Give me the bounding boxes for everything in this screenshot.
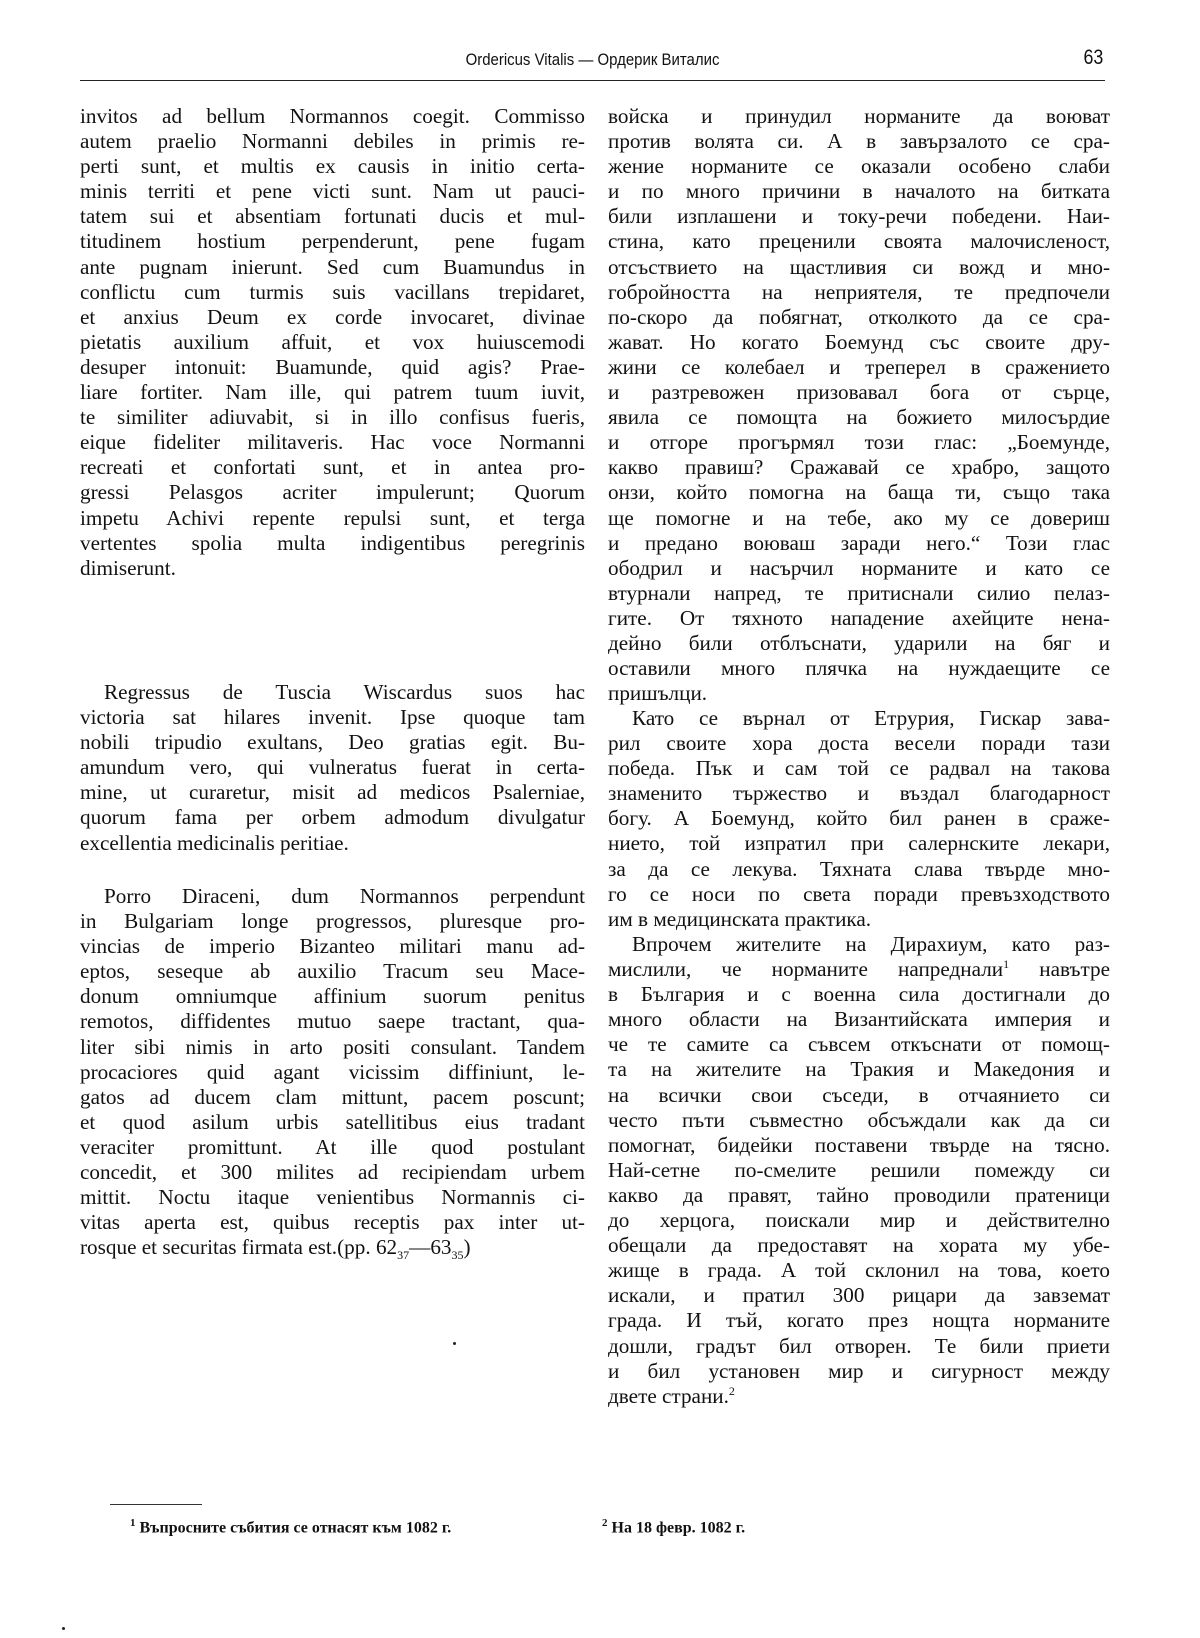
text-line: знаменито тържество и въздал благодарност: [608, 781, 1110, 806]
bulgarian-paragraph-3: [608, 932, 1110, 1409]
text-line: Като се върнал от Етрурия, Гискар зава-: [632, 706, 1110, 730]
text-line: Regressus de Tuscia Wiscardus suos hac: [104, 680, 585, 704]
text-line: in Bulgariam longe progressos, pluresque pro-: [80, 909, 585, 934]
text-line: гобройността на неприятеля, те предпочели: [608, 279, 1110, 304]
text-line: войска и принудил норманите да воюват: [608, 104, 1110, 128]
text-line: remotos, diffidentes mutuo saepe tractant, qua-: [80, 1009, 585, 1034]
text-line: tatem sui et absentiam fortunati ducis et mul-: [80, 204, 585, 229]
footnote-marker: 1: [130, 1517, 136, 1529]
text-line: и бил установен мир и сигурност между: [608, 1358, 1110, 1383]
text-line: оставили много плячка на нуждаещите се: [608, 656, 1110, 681]
text-line: gatos ad ducem clam mittunt, pacem poscunt;: [80, 1084, 585, 1109]
text-line: procaciores quid agant vicissim diffiniunt, le-: [80, 1059, 585, 1084]
text-line: veraciter promittunt. At ille quod postulant: [80, 1134, 585, 1159]
text-line: втурнали напред, те притиснали силио пелаз-: [608, 580, 1110, 605]
footnote-ref-1[interactable]: 1: [1003, 957, 1010, 972]
text-line: conflictu cum turmis suis vacillans trepidaret,: [80, 279, 585, 304]
text-line: и отгоре прогърмял този глас: „Боемунде,: [608, 430, 1110, 455]
text-line: perti sunt, et multis ex causis in initio certa-: [80, 154, 585, 179]
text-line: та на жителите на Тракия и Македония и: [608, 1057, 1110, 1082]
text-line: titudinem hostium perpenderunt, pene fugam: [80, 229, 585, 254]
text-line: victoria sat hilares invenit. Ipse quoque tam: [80, 705, 585, 730]
text-line: рил своите хора доста весели поради тази: [608, 731, 1110, 756]
text-line: и предано воюваш заради него.“ Този глас: [608, 530, 1110, 555]
text-line: и разтревожен призовавал бога от сърце,: [608, 380, 1110, 405]
text-line: eptos, seseque ab auxilio Tracum seu Mace-: [80, 959, 585, 984]
latin-paragraph-3-last-line: [80, 1235, 585, 1263]
text-line: против волята си. А в завързалото се сра-: [608, 129, 1110, 154]
text-line: liare fortiter. Nam ille, qui patrem tuum iuvit,: [80, 380, 585, 405]
footnote-divider: [110, 1504, 202, 1505]
running-head: [80, 46, 1105, 81]
text-line: жини се колебаел и треперел в сражението: [608, 354, 1110, 379]
text-line: vincias de imperio Bizanteo militari manu ad-: [80, 934, 585, 959]
text-line: rosque et securitas firmata est.(pp. $62_{37}—63_{35}$): [80, 1235, 471, 1263]
text-line: искали, и пратил 300 рицари да завземат: [608, 1283, 1110, 1308]
text-line: autem praelio Normanni debiles in primis re-: [80, 129, 585, 154]
latin-paragraph-1: [80, 104, 585, 581]
text-line: mine, ut curaretur, misit ad medicos Psalerniae,: [80, 780, 585, 805]
text-line: donum omniumque affinium suorum penitus: [80, 984, 585, 1009]
text-line: ante pugnam inierunt. Sed cum Buamundus in: [80, 254, 585, 279]
text-line: пришълци.: [608, 681, 708, 706]
text-line: dimiserunt.: [80, 555, 176, 580]
text-line: recreati et confortati sunt, et in antea pro-: [80, 455, 585, 480]
text-line: града. И тъй, когато през нощта норманите: [608, 1308, 1110, 1333]
text-line: за да се лекува. Тяхната слава твърде мно-: [608, 856, 1110, 881]
page-number: 63: [1083, 46, 1103, 69]
text-line: до херцога, поискали мир и действително: [608, 1208, 1110, 1233]
text-line: богу. А Боемунд, който бил ранен в сраже-: [608, 806, 1110, 831]
text-line: по-скоро да побягнат, отколкото да се сра-: [608, 304, 1110, 329]
text-line: Впрочем жителите на Дирахиум, като раз-: [632, 932, 1110, 956]
text-line: quorum fama per orbem admodum divulgatur: [80, 805, 585, 830]
bulgarian-paragraph-2: [608, 706, 1110, 932]
text-line: дейно били отблъснати, ударили на бяг и: [608, 630, 1110, 655]
text-line: гите. От тяхното нападение ахейците нена-: [608, 605, 1110, 630]
text-line: ще помогне и на тебе, ако му се довериш: [608, 505, 1110, 530]
text-line: двете страни.$^2$: [608, 1383, 735, 1408]
text-line: дошли, градът бил отворен. Те били приети: [608, 1333, 1110, 1358]
text-line: нието, той изпратил при салернските лекари,: [608, 831, 1110, 856]
text-line: че те самите са съвсем откъснати от помощ-: [608, 1032, 1110, 1057]
scan-speck: [62, 1627, 65, 1630]
text-line: обещали да предоставят на хората му убе-: [608, 1233, 1110, 1258]
bulgarian-paragraph-1: [608, 104, 1110, 706]
text-line: мислили, че норманите напреднали$^1$ навътре: [608, 957, 1110, 982]
text-line: стина, като преценили своята малочисленост,: [608, 229, 1110, 254]
running-title: Ordericus Vitalis — Ордерик Виталис: [465, 50, 720, 69]
text-line: в България и с военна сила достигнали до: [608, 982, 1110, 1007]
text-line: им в медицинската практика.: [608, 906, 872, 931]
text-line: онзи, който помогна на баща ти, също така: [608, 480, 1110, 505]
text-line: били изплашени и току-речи победени. Наи-: [608, 204, 1110, 229]
text-line: et quod asilum urbis satellitibus eius tradant: [80, 1109, 585, 1134]
text-line: nobili tripudio exultans, Deo gratias egit. Bu-: [80, 730, 585, 755]
scan-speck: [453, 1342, 456, 1345]
text-line: impetu Achivi repente repulsi sunt, et terga: [80, 505, 585, 530]
text-line: invitos ad bellum Normannos coegit. Commisso: [80, 104, 585, 128]
text-line: desuper intonuit: Buamunde, quid agis? Prae-: [80, 354, 585, 379]
text-line: pietatis auxilium affuit, et vox huiuscemodi: [80, 329, 585, 354]
text-line: явила се помощта на божието милосърдие: [608, 405, 1110, 430]
footnote-marker: 2: [602, 1517, 608, 1529]
text-line: liter sibi nimis in arto positi consulant. Tandem: [80, 1034, 585, 1059]
text-line: eique fideliter militaveris. Hac voce Normanni: [80, 430, 585, 455]
text-line: често пъти съвместно обсъждали как да си: [608, 1107, 1110, 1132]
text-line: excellentia medicinalis peritiae.: [80, 830, 349, 855]
text-line: жище в града. А той склонил на това, което: [608, 1258, 1110, 1283]
text-line: какво да правят, тайно проводили пратеници: [608, 1182, 1110, 1207]
latin-paragraph-3: [80, 884, 585, 1235]
text-line: и по много причини в началото на битката: [608, 179, 1110, 204]
footnote-text: Въпросните събития се отнасят към 1082 г.: [139, 1519, 452, 1537]
text-line: concedit, et 300 milites ad recipiendam urbem: [80, 1160, 585, 1185]
text-line: amundum vero, qui vulneratus fuerat in certa-: [80, 755, 585, 780]
text-line: го се носи по света поради превъзходството: [608, 881, 1110, 906]
text-line: Porro Diraceni, dum Normannos perpendunt: [104, 884, 585, 908]
text-line: какво правиш? Сражавай се храбро, защото: [608, 455, 1110, 480]
footnote-ref-2[interactable]: 2: [728, 1383, 735, 1398]
text-line: Най-сетне по-смелите решили помежду си: [608, 1157, 1110, 1182]
text-line: ободрил и насърчил норманите и като се: [608, 555, 1110, 580]
text-line: на всички свои съседи, в отчаянието си: [608, 1082, 1110, 1107]
latin-paragraph-2: [80, 680, 585, 856]
footnote-1: [130, 1517, 451, 1537]
text-line: gressi Pelasgos acriter impulerunt; Quorum: [80, 480, 585, 505]
footnote-text: На 18 февр. 1082 г.: [611, 1519, 746, 1537]
text-line: vitas aperta est, quibus receptis pax inter ut-: [80, 1210, 585, 1235]
text-line: победа. Пък и сам той се радвал на такова: [608, 756, 1110, 781]
text-line: et anxius Deum ex corde invocaret, divinae: [80, 304, 585, 329]
text-line: много области на Византийската империя и: [608, 1007, 1110, 1032]
text-line: vertentes spolia multa indigentibus peregrinis: [80, 530, 585, 555]
footnote-2: [602, 1517, 745, 1537]
text-line: отсъствието на щастливия си вожд и мно-: [608, 254, 1110, 279]
text-line: жение норманите се оказали особено слаби: [608, 154, 1110, 179]
text-line: помогнат, бидейки поставени твърде на тясно.: [608, 1132, 1110, 1157]
text-line: minis territi et pene victi sunt. Nam ut pauci-: [80, 179, 585, 204]
text-line: mittit. Noctu itaque venientibus Normannis ci-: [80, 1185, 585, 1210]
text-line: жават. Но когато Боемунд със своите дру-: [608, 329, 1110, 354]
text-line: te similiter adiuvabit, si in illo confisus fueris,: [80, 405, 585, 430]
